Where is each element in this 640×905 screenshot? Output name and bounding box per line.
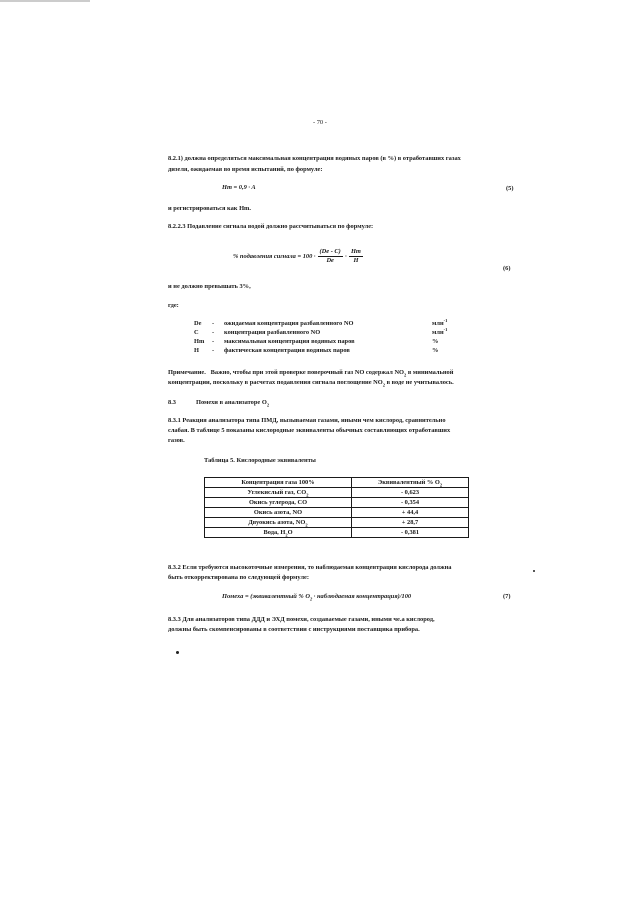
def-dash: - [212, 338, 215, 345]
paragraph-8-3-1-line1: 8.3.1 Реакция анализатора типа ПМД, вызываемая газами, иными чем кислород, сравнительно [168, 417, 446, 424]
note-line2: концентрации, поскольку в расчетах подавления сигнала поглощение $NO_2$ в воде не учитывалось. [168, 379, 454, 388]
def-unit: млн$^{-1}$ [432, 317, 448, 327]
table-row [205, 498, 469, 508]
formula-6-lhs: % подавления сигнала = 100 · [233, 252, 316, 260]
formula-6-fraction-2 [349, 248, 363, 265]
registered-as-text: и регистрироваться как Hm. [168, 205, 251, 212]
formula-7: Помеха = (эквивалентный % $O_2$ · наблюдаемая концентрация)/100 [222, 593, 412, 602]
def-dash: - [212, 347, 215, 354]
formula-6-multiply: · [344, 252, 347, 260]
table-header-gas: Концентрация газа 100% [205, 478, 352, 488]
table-cell-value: + 44,4 [352, 508, 469, 518]
table-row [205, 508, 469, 518]
def-dash: - [212, 329, 215, 336]
paragraph-8-3-3-line2: должны быть скомпенсированы в соответствии с инструкциями поставщика прибора. [168, 626, 420, 633]
table-cell-gas: Углекислый газ, $CO_2$ [205, 488, 352, 498]
formula-6-frac2-numerator: Hm [350, 248, 361, 255]
table-header-row [205, 478, 469, 488]
formula-6-number: (6) [503, 265, 511, 272]
def-description: максимальная концентрация водяных паров [224, 338, 355, 345]
def-symbol: H [194, 347, 199, 354]
table-cell-gas: Двуокись азота, $NO_2$ [205, 518, 352, 528]
table-5-caption: Таблица 5. Кислородные эквиваленты [204, 457, 316, 464]
def-description: фактическая концентрация водяных паров [224, 347, 350, 354]
formula-6-frac2-denominator: H [353, 257, 359, 264]
scan-speck [533, 570, 535, 572]
formula-5: Hm = 0,9 · A [222, 184, 256, 191]
section-8-3-number: 8.3 [168, 399, 176, 406]
paragraph-8-2-2-3: 8.2.2.3 Подавление сигнала водой должно рассчитываться по формуле: [168, 223, 374, 230]
table-row [205, 488, 469, 498]
def-dash: - [212, 320, 215, 327]
paragraph-8-2-1-line1: 8.2.1) должна определяться максимальная концентрация водяных паров (в %) в отработавших газах [168, 155, 461, 162]
not-exceed-text: и не должно превышать 3%, [168, 283, 251, 290]
page-number: - 70 - [313, 119, 327, 126]
table-cell-gas: Окись углерода, CO [205, 498, 352, 508]
paragraph-8-2-1-line2: дизеля, ожидаемая во время испытаний, по формуле: [168, 166, 323, 173]
formula-6-frac1-denominator: De [326, 257, 334, 264]
table-cell-value: + 28,7 [352, 518, 469, 528]
oxygen-equivalents-table [204, 477, 469, 538]
formula-6 [233, 248, 365, 265]
bullet-mark [176, 651, 179, 654]
table-cell-value: - 0,381 [352, 528, 469, 538]
def-symbol: Hm [194, 338, 205, 345]
where-label: где: [168, 302, 179, 309]
table-header-equivalent: Эквивалентный % $O_2$ [352, 478, 469, 488]
scan-artifact-line [0, 0, 90, 2]
def-unit: млн$^{-1}$ [432, 326, 448, 336]
note-line1: Примечание. Важно, чтобы при этой проверке поверочный газ NO содержал $NO_2$ в минимальной [168, 369, 454, 378]
formula-6-frac1-numerator: (De - C) [319, 248, 341, 255]
paragraph-8-3-1-line3: газов. [168, 437, 185, 444]
formula-6-fraction-1 [318, 248, 343, 265]
def-symbol: C [194, 329, 199, 336]
table-row [205, 528, 469, 538]
paragraph-8-3-2-line2: быть откорректирована по следующей формуле: [168, 574, 309, 581]
table-cell-gas: Вода, $H_2O$ [205, 528, 352, 538]
table-row [205, 518, 469, 528]
formula-7-number: (7) [503, 593, 511, 600]
paragraph-8-3-1-line2: слабая. В таблице 5 показаны кислородные эквиваленты обычных составляющих отработавших [168, 427, 451, 434]
def-description: концентрация разбавленного NO [224, 329, 321, 336]
table-cell-value: - 0,623 [352, 488, 469, 498]
paragraph-8-3-3-line1: 8.3.3 Для анализаторов типа ДДД и ЭХД помехи, создаваемые газами, иными че.а кислород, [168, 616, 435, 623]
table-cell-gas: Окись азота, NO [205, 508, 352, 518]
table-cell-value: - 0,354 [352, 498, 469, 508]
def-symbol: De [194, 320, 202, 327]
def-unit: % [432, 347, 439, 354]
def-unit: % [432, 338, 439, 345]
section-8-3-title: Помехи в анализаторе $O_2$ [196, 399, 270, 408]
paragraph-8-3-2-line1: 8.3.2 Если требуются высокоточные измерения, то наблюдаемая концентрация кислорода должна [168, 564, 452, 571]
formula-5-number: (5) [506, 185, 514, 192]
def-description: ожидаемая концентрация разбавленного NO [224, 320, 354, 327]
